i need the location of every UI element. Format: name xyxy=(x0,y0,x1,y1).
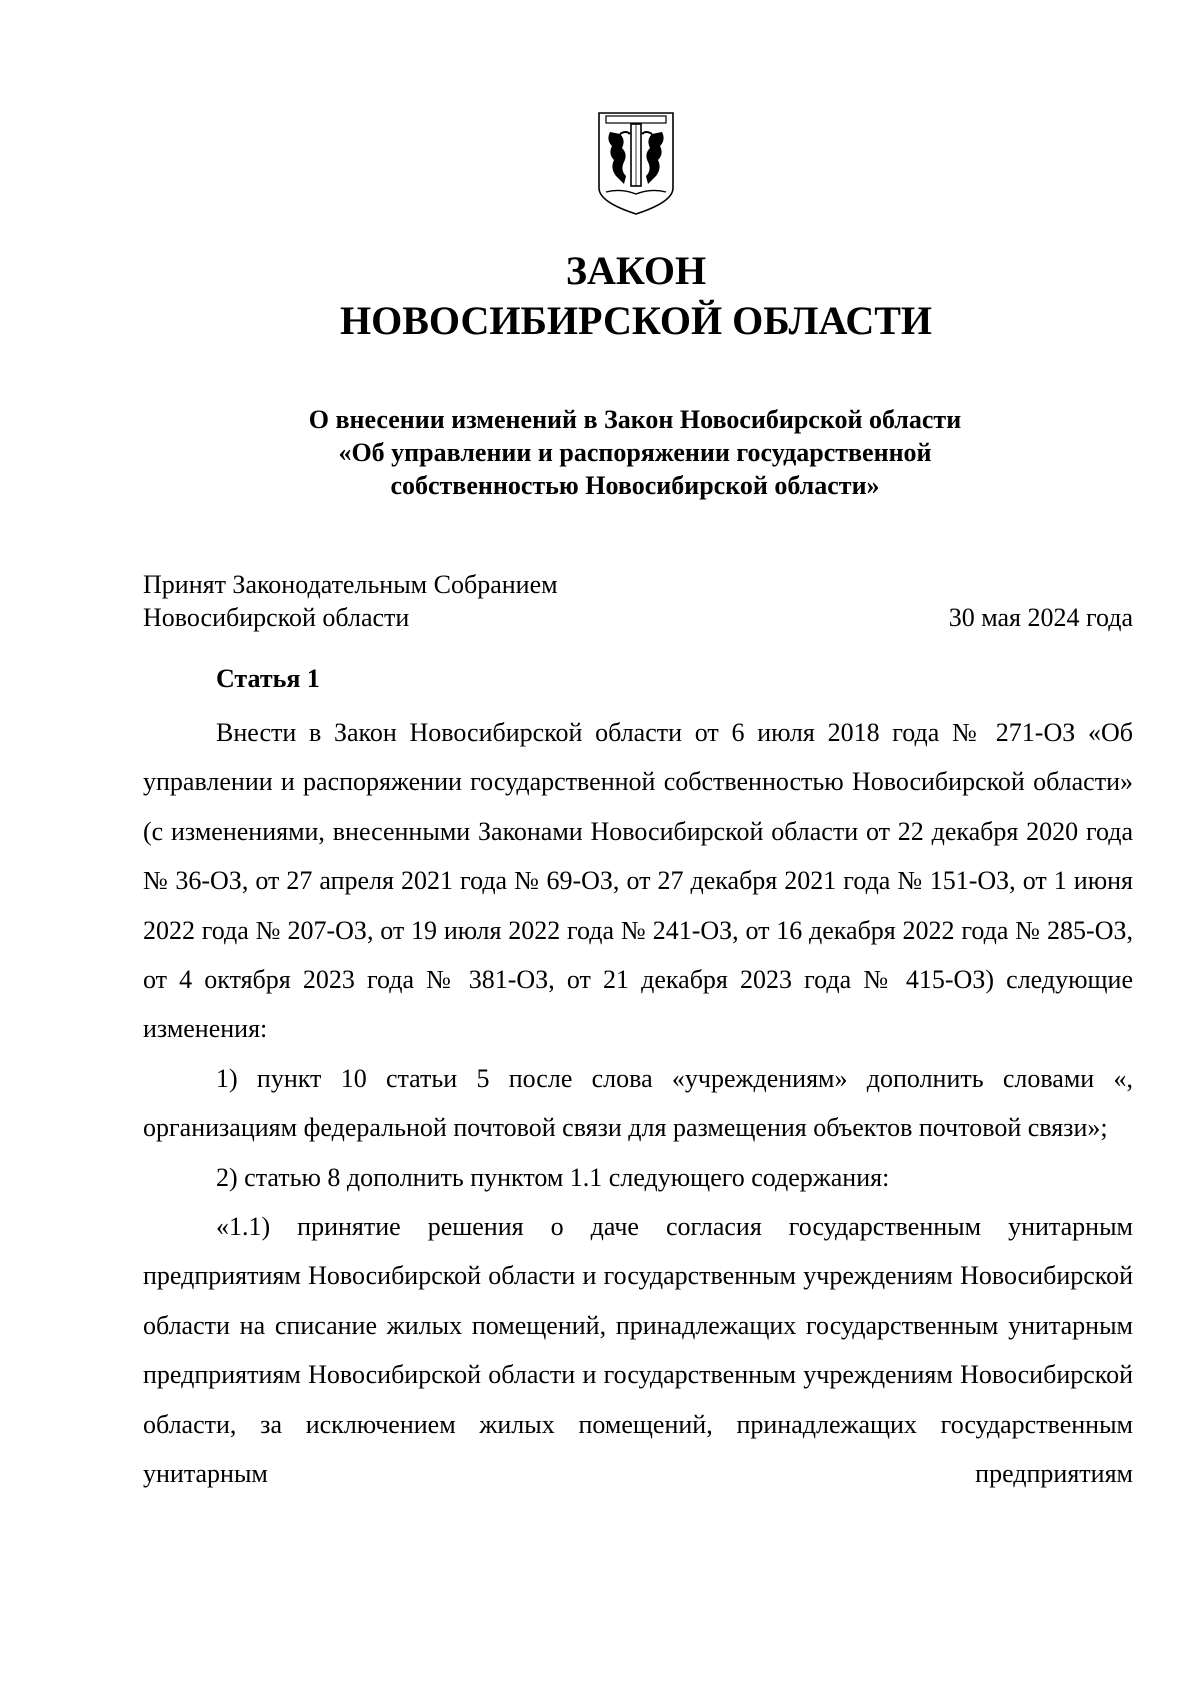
adoption-date: 30 мая 2024 года xyxy=(948,603,1133,632)
subtitle-line-1: О внесении изменений в Закон Новосибирской области xyxy=(308,405,962,434)
coat-of-arms-icon xyxy=(596,110,676,216)
article-body xyxy=(143,708,1133,1499)
title-line-1: ЗАКОН xyxy=(565,248,707,293)
title-line-2: НОВОСИБИРСКОЙ ОБЛАСТИ xyxy=(339,298,933,343)
paragraph: 2) статью 8 дополнить пунктом 1.1 следующего содержания: xyxy=(216,1162,890,1192)
adopted-line-1: Принят Законодательным Собранием xyxy=(143,570,558,599)
law-title xyxy=(0,246,1200,346)
paragraph: «1.1) принятие решения о даче согласия государственным унитарным предприятиям Новосибирской области и государственным учреждениям Новосибирской области на списание жилых помещений, принадлежащих государственным унитарным предприятиям Новосибирской области и государственным учреждениям Новосибирской области, за исключением жилых помещений, принадлежащих государственным унитарным предприятиям xyxy=(143,1212,1133,1489)
subtitle-line-2: «Об управлении и распоряжении государственной xyxy=(338,438,932,467)
paragraph: Внести в Закон Новосибирской области от 6 июля 2018 года № 271-ОЗ «Об управлении и распоряжении государственной собственностью Новосибирской области» (с изменениями, внесенными Законами Новосибирской области от 22 декабря 2020 года № 36-ОЗ, от 27 апреля 2021 года № 69-ОЗ, от 27 декабря 2021 года № 151-ОЗ, от 1 июня 2022 года № 207-ОЗ, от 19 июля 2022 года № 241-ОЗ, от 16 декабря 2022 года № 285-ОЗ, от 4 октября 2023 года № 381-ОЗ, от 21 декабря 2023 года № 415-ОЗ) следующие изменения: xyxy=(143,718,1133,1044)
subtitle-line-3: собственностью Новосибирской области» xyxy=(390,471,880,500)
adopted-line-2: Новосибирской области xyxy=(143,603,410,632)
adoption-info xyxy=(143,568,1133,634)
article-heading: Статья 1 xyxy=(216,664,320,693)
law-subtitle xyxy=(0,403,1200,502)
paragraph: 1) пункт 10 статьи 5 после слова «учреждениям» дополнить словами «, организациям федеральной почтовой связи для размещения объектов почтовой связи»; xyxy=(143,1063,1133,1143)
